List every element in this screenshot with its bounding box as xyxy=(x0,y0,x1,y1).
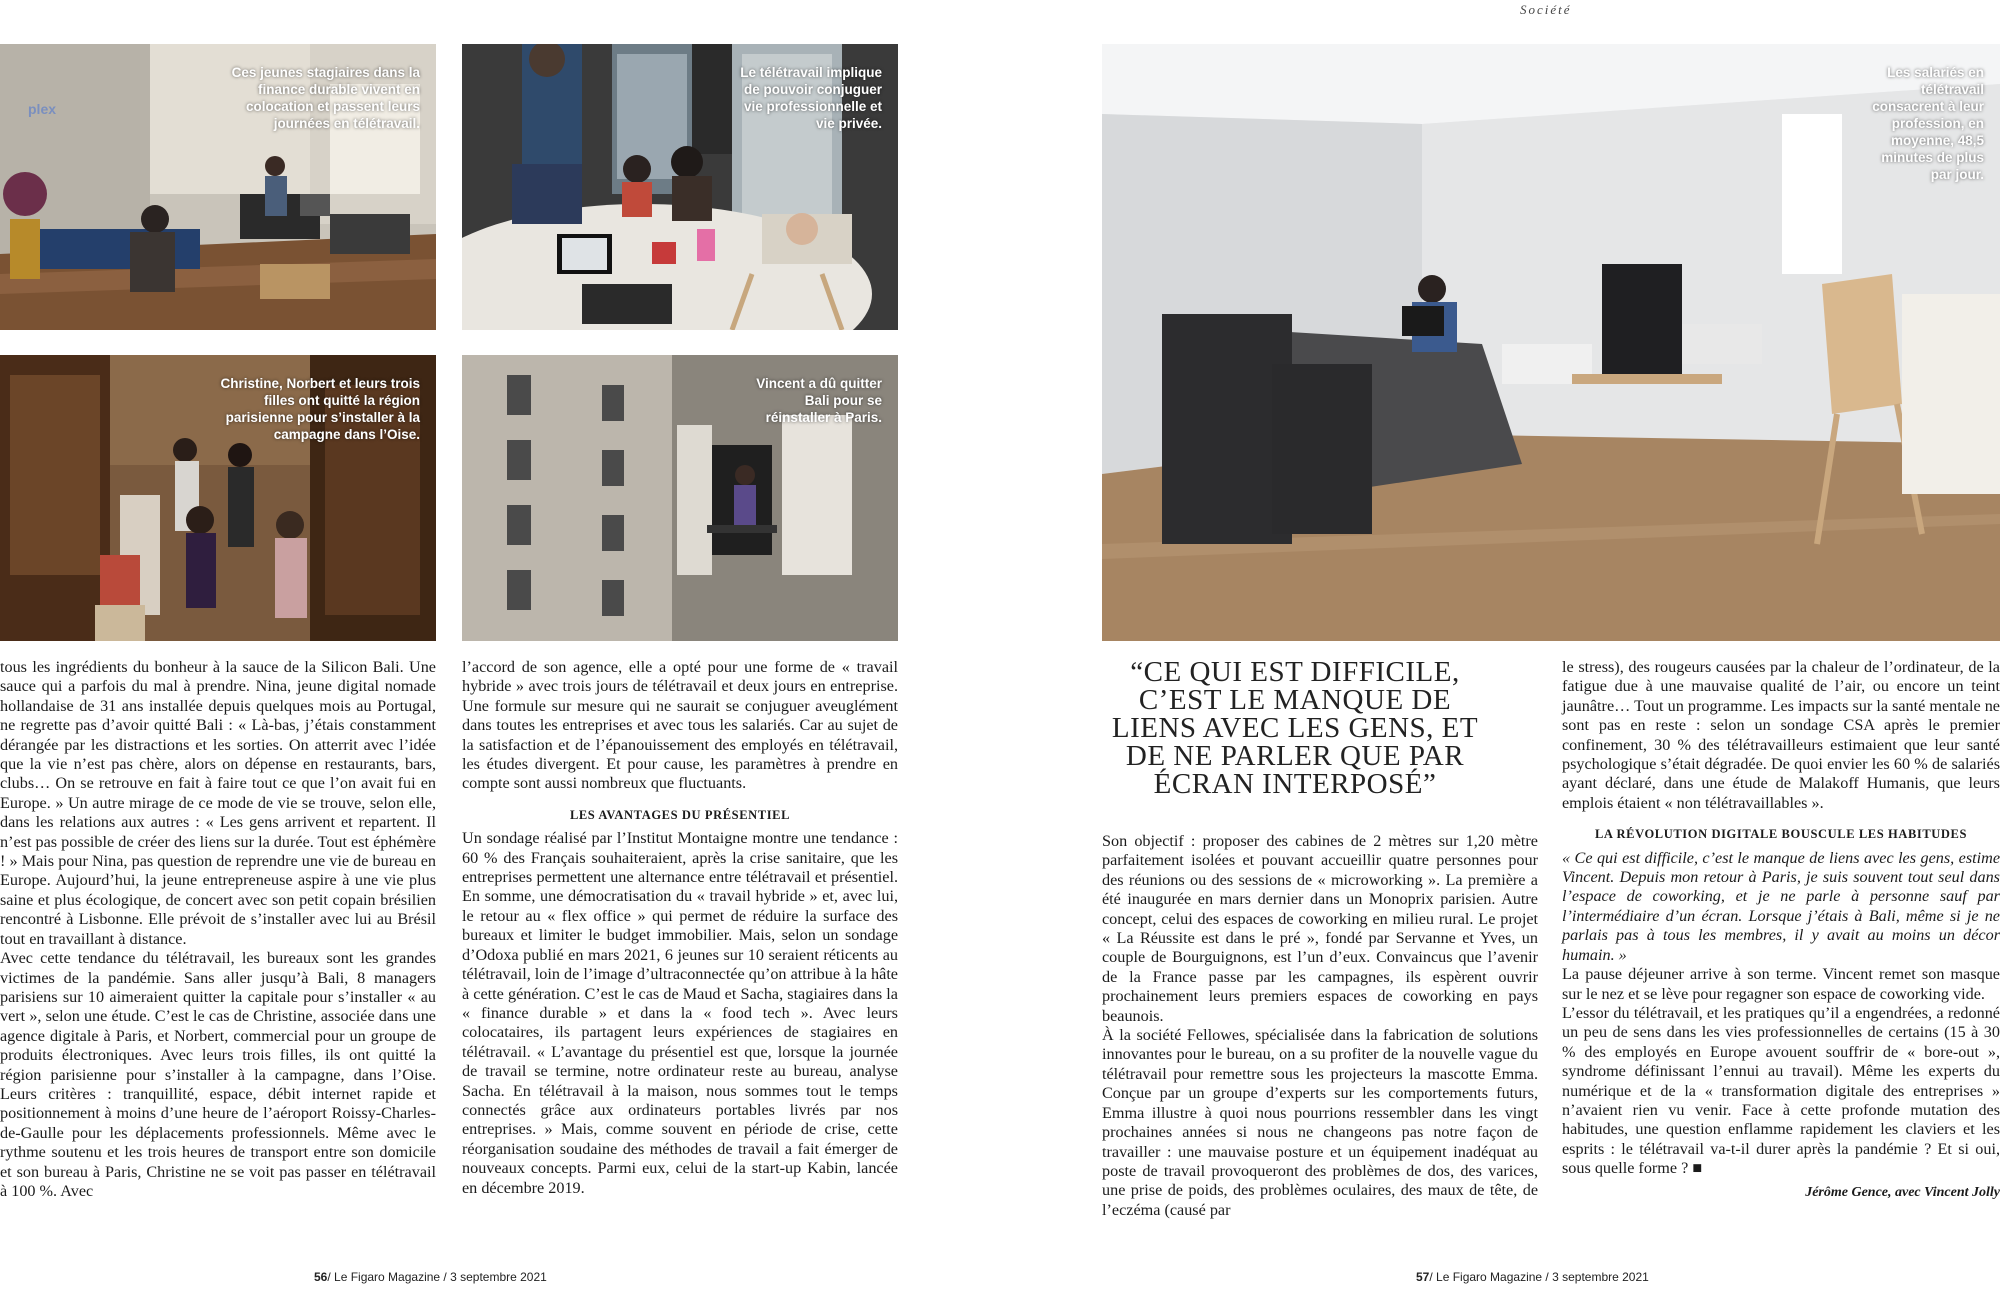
paragraph: le stress), des rougeurs causées par la chaleur de l’ordinateur, de la fatigue due à une mauvaise qualité de l’air, ou encore un teint jaunâtre… Tout un programme. Les impacts sur la santé mentale ne sont pas en reste : selon un sondage CSA après le premier confinement, 30 % des télétravailleurs estimaient que leur santé psychologique s’était dégradée. De quoi envier les 60 % de salariés ayant déclaré, dans une étude de Malakoff Humanis, que leurs emplois étaient « non télétravaillables ». xyxy=(1562,658,2000,812)
page-number: 56 xyxy=(314,1270,328,1284)
photo-caption: Ces jeunes stagiaires dans la finance durable vivent en colocation et passent leurs journées en télétravail. xyxy=(231,65,420,131)
photo-caption: Vincent a dû quitter Bali pour se réinstaller à Paris. xyxy=(756,376,882,425)
photo-interns xyxy=(0,44,436,330)
photo-caption: Les salariés en télétravail consacrent à leur profession, en moyenne, 48,5 minutes de plus par jour. xyxy=(1872,65,1984,182)
svg-text:plex: plex xyxy=(28,101,57,117)
subheading: LES AVANTAGES DU PRÉSENTIEL xyxy=(569,807,791,822)
paragraph: La pause déjeuner arrive à son terme. Vincent remet son masque sur le nez et se lève pour regagner son espace de coworking vide. xyxy=(1562,965,2000,1003)
publication-line: / Le Figaro Magazine / 3 septembre 2021 xyxy=(1429,1270,1649,1284)
paragraph: À la société Fellowes, spécialisée dans la fabrication de solutions innovantes pour le bureau, on a su profiter de la nouvelle vague du télétravail pour remettre sous les projecteurs la mascotte Emma. Conçue par un groupe d’experts sur les comportements futurs, Emma illustre à quoi nous pourrions ressembler dans les vingt prochaines années si nous ne changeons pas notre façon de travailler : une mauvaise posture et un équipement inadéquat au poste de travail provoqueront des problèmes de dos, des varices, une prise de poids, des problèmes oculaires, des maux de tête, de l’eczéma (causé par xyxy=(1102,1026,1538,1219)
pull-quote: “CE QUI EST DIFFICILE, C’EST LE MANQUE DE LIENS AVEC LES GENS, ET DE NE PARLER QUE PAR ÉCRAN INTERPOSÉ” xyxy=(1111,656,1479,800)
section-label: Société xyxy=(1520,2,1572,17)
photo-vincent-room-frame xyxy=(1102,44,2000,641)
photo-caption: Christine, Norbert et leurs trois filles ont quitté la région parisienne pour s’installer à la campagne dans l’Oise. xyxy=(220,376,420,442)
quote-paragraph: « Ce qui est difficile, c’est le manque de liens avec les gens, estime Vincent. Depuis mon retour à Paris, je suis souvent tout seul dans l’espace de coworking, et je ne parle à personne sauf par l’intermédiaire d’un écran. Lorsque j’étais à Bali, même si je ne parlais pas à tous les membres, il y avait au moins un décor humain. » xyxy=(1562,848,2000,964)
article-column-1 xyxy=(0,658,436,1201)
paragraph: Avec cette tendance du télétravail, les bureaux sont les grandes victimes de la pandémie. Sans aller jusqu’à Bali, 8 managers parisiens sur 10 aimeraient quitter la capitale pour s’installer « au vert », selon une étude. C’est le cas de Christine, associée dans une agence digitale à Paris, et Norbert, commercial pour un groupe de produits électroniques. Avec leurs trois filles, ils ont quitté la région parisienne pour s’installer à la campagne, dans l’Oise. Leurs critères : tranquillité, espace, débit internet rapide et positionnement à moins d’une heure de l’aéroport Roissy-Charles-de-Gaulle pour les déplacements professionnels. Même avec le rythme soutenu et les trois heures de transport entre son domicile et son bureau à Paris, Christine ne se voit pas passer en télétravail à 100 %. Avec xyxy=(0,949,436,1200)
photo-vincent-window-frame xyxy=(462,355,898,641)
article-column-2 xyxy=(462,658,898,1198)
publication-line: / Le Figaro Magazine / 3 septembre 2021 xyxy=(327,1270,547,1284)
paragraph: l’accord de son agence, elle a opté pour une forme de « travail hybride » avec trois jours de télétravail et deux jours en entreprise. Une formule sur mesure qui ne saurait se conjuguer aveuglément dans toutes les entreprises et avec tous les salariés. Car au sujet de la satisfaction et de l’épanouissement des employés en télétravail, les études divergent. Et pour cause, les paramètres à prendre en compte sont aussi nombreux que fluctuants. xyxy=(462,658,898,793)
article-column-3 xyxy=(1102,832,1538,1220)
paragraph: tous les ingrédients du bonheur à la sauce de la Silicon Bali. Une sauce qui a parfois du mal à prendre. Nina, jeune digital nomade hollandaise de 31 ans installée depuis quelques mois au Portugal, ne regrette pas d’avoir quitté Bali : « Là-bas, j’étais constamment dérangée par les distractions et les sorties. On atterrit avec l’idée que la vie n’est pas chère, alors on dépense en restaurants, bars, clubs… On se retrouve en fait à faire tout ce que l’on avait fui en Europe. » Un autre mirage de ce mode de vie se trouve, selon elle, dans les relations aux autres : « Les gens arrivent et repartent. Il n’est pas possible de créer des liens sur la durée. Tout est éphémère ! » Mais pour Nina, pas question de reprendre une vie de bureau en Europe. Aujourd’hui, la jeune entrepreneuse aspire à une vie plus saine et plus écologique, de concert avec son petit copain brésilien rencontré à Lisbonne. Elle prévoit de s’installer avec lui au Brésil tout en travaillant à distance. xyxy=(0,658,436,948)
folio-right xyxy=(1416,1270,1649,1284)
folio-left xyxy=(314,1270,547,1284)
photo-family-kitchen-frame xyxy=(462,44,898,330)
paragraph: Un sondage réalisé par l’Institut Montaigne montre une tendance : 60 % des Français souhaiteraient, après la crise sanitaire, que les entreprises permettent une alternance entre télétravail et présentiel. En somme, une démocratisation du « travail hybride » et, avec lui, le retour au « flex office » qui permet de réduire la surface des bureaux et limiter le budget immobilier. Mais, selon un sondage d’Odoxa publié en mars 2021, 6 jeunes sur 10 seraient réticents au télétravail, loin de l’image d’ultraconnectée qu’on attribue à la hâte à cette génération. C’est le cas de Maud et Sacha, stagiaires dans la « finance durable » et dans la « food tech ». Avec leurs colocataires, ils partagent leurs expériences de stagiaires en télétravail. « L’avantage du présentiel est que, lorsque la journée de travail se termine, notre ordinateur reste au bureau, analyse Sacha. En télétravail à la maison, nous sommes tout le temps connectés grâce aux ordinateurs portables livrés par nos entreprises. » Mais, comme souvent en période de crise, cette réorganisation soudaine des méthodes de travail a fait émerger de nouveaux concepts. Parmi eux, celui de la start-up Kabin, lancée en décembre 2019. xyxy=(462,829,898,1197)
photo-caption: Le télétravail implique de pouvoir conjuguer vie professionnelle et vie privée. xyxy=(740,65,882,131)
paragraph: L’essor du télétravail, et les pratiques qu’il a engendrées, a redonné un peu de sens dans les vies professionnelles de certains (15 à 30 % des employés en Europe avouent souffrir de « bore-out », syndrome définissant l’ennui au travail). Même les experts du numérique et de la « transformation digitale des entreprises » n’avaient rien vu venir. Face à cette profonde mutation des habitudes, une question enflamme rapidement les claviers et les esprits : le télétravail va-t-il durer après la pandémie ? Et si oui, sous quelle forme ? ■ xyxy=(1562,1003,2000,1178)
article-column-4 xyxy=(1562,658,2000,1202)
subheading: LA RÉVOLUTION DIGITALE BOUSCULE LES HABITUDES xyxy=(1594,827,1968,842)
page-number: 57 xyxy=(1416,1270,1430,1284)
author-signature: Jérôme Gence, avec Vincent Jolly xyxy=(1805,1184,2000,1200)
photo-family-oise-frame xyxy=(0,355,436,641)
paragraph: Son objectif : proposer des cabines de 2 mètres sur 1,20 mètre parfaitement isolées et pouvant accueillir quatre personnes pour des réunions ou des sessions de « microworking ». La première a été inaugurée en mars dernier dans un Monoprix parisien. Autre concept, celui des espaces de coworking en milieu rural. Le projet « La Réussite est dans le pré », fondé par Servanne et Yves, un couple de Bourguignons, est l’un d’eux. Convaincus que l’avenir de la France passe par les campagnes, ils espèrent ouvrir prochainement leurs premiers espaces de coworking en pays beaunois. xyxy=(1102,832,1538,1025)
